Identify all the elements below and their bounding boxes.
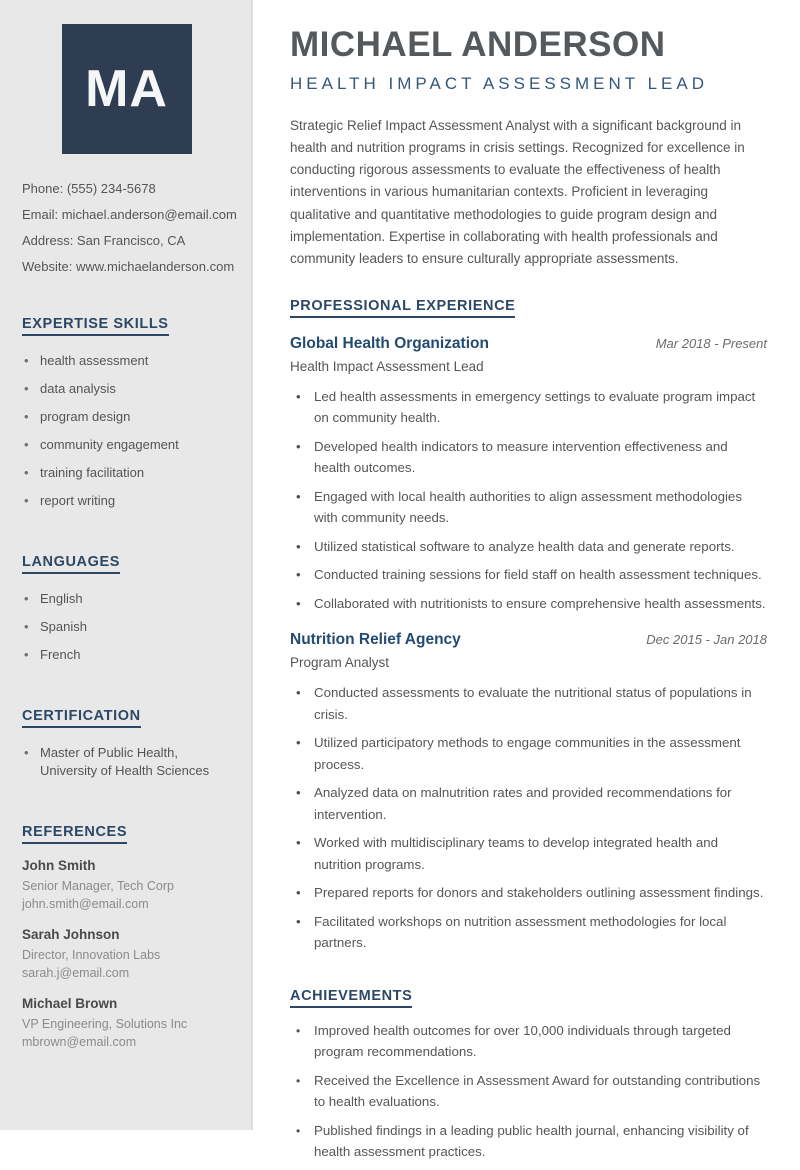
bullet-item: • Worked with multidisciplinary teams to develop integrated health and nutrition programs.	[290, 832, 767, 875]
bullet-item: • Conducted training sessions for field staff on health assessment techniques.	[290, 564, 767, 586]
headline-title: HEALTH IMPACT ASSESSMENT LEAD	[290, 73, 708, 93]
section-heading-languages: LANGUAGES	[22, 554, 120, 574]
reference-role: Senior Manager, Tech Corp	[22, 879, 174, 893]
contact-website: Website: www.michaelanderson.com	[22, 259, 235, 274]
job-company: Nutrition Relief Agency	[290, 631, 461, 649]
skill-item: • health assessment	[22, 350, 231, 372]
reference-email: john.smith@email.com	[22, 897, 149, 911]
bullet-item: • Developed health indicators to measure intervention effectiveness and health outcomes.	[290, 436, 767, 479]
reference-role: Director, Innovation Labs	[22, 948, 161, 962]
skill-item: • community engagement	[22, 434, 231, 456]
skill-item: • training facilitation	[22, 462, 231, 484]
skill-item: • program design	[22, 406, 231, 428]
contact-phone: Phone: (555) 234-5678	[22, 181, 156, 196]
job-entry	[290, 631, 767, 954]
job-bullet-list	[290, 386, 767, 615]
skill-item: • data analysis	[22, 378, 231, 400]
language-item: • English	[22, 588, 231, 610]
achievements-list	[290, 1020, 767, 1163]
language-item: • French	[22, 644, 231, 666]
section-heading-skills: EXPERTISE SKILLS	[22, 316, 169, 336]
languages-list	[22, 588, 231, 666]
reference-entry	[22, 996, 231, 1051]
bullet-item: • Prepared reports for donors and stakeholders outlining assessment findings.	[290, 882, 767, 904]
section-heading-certification: CERTIFICATION	[22, 708, 141, 728]
job-dates: Dec 2015 - Jan 2018	[646, 632, 767, 648]
summary-paragraph: Strategic Relief Impact Assessment Analyst with a significant background in health and nutrition programs in crisis settings. Recognized for excellence in conducting rigorous assessments to evaluate the effectiveness of health interventions in various humanitarian contexts. Proficient in leveraging qualitative and quantitative methodologies to guide program design and implementation. Expertise in collaborating with health professionals and community leaders to ensure culturally appropriate assessments.	[290, 117, 745, 267]
job-role: Program Analyst	[290, 655, 390, 671]
reference-entry	[22, 927, 231, 982]
avatar-initials: MA	[85, 60, 168, 118]
bullet-item: • Utilized participatory methods to engage communities in the assessment process.	[290, 732, 767, 775]
section-heading-references: REFERENCES	[22, 824, 127, 844]
job-company: Global Health Organization	[290, 334, 489, 352]
reference-name: John Smith	[22, 858, 96, 873]
reference-email: sarah.j@email.com	[22, 966, 130, 980]
bullet-item: • Led health assessments in emergency settings to evaluate program impact on community health.	[290, 386, 767, 429]
bullet-item: • Published findings in a leading public health journal, enhancing visibility of health assessment practices.	[290, 1120, 767, 1163]
reference-name: Michael Brown	[22, 996, 118, 1011]
contact-address: Address: San Francisco, CA	[22, 233, 186, 248]
bullet-item: • Engaged with local health authorities to align assessment methodologies with community needs.	[290, 486, 767, 529]
contact-email: Email: michael.anderson@email.com	[22, 207, 237, 222]
section-heading-achievements: ACHIEVEMENTS	[290, 988, 412, 1008]
contact-list	[22, 176, 237, 280]
bullet-item: • Improved health outcomes for over 10,000 individuals through targeted program recommendations.	[290, 1020, 767, 1063]
job-header	[290, 631, 767, 649]
bullet-item: • Facilitated workshops on nutrition assessment methodologies for local partners.	[290, 911, 767, 954]
avatar	[62, 24, 192, 154]
bullet-item: • Received the Excellence in Assessment Award for outstanding contributions to health evaluations.	[290, 1070, 767, 1113]
reference-name: Sarah Johnson	[22, 927, 120, 942]
job-role: Health Impact Assessment Lead	[290, 358, 484, 374]
job-dates: Mar 2018 - Present	[655, 335, 767, 351]
job-entry	[290, 335, 767, 615]
bullet-item: • Conducted assessments to evaluate the nutritional status of populations in crisis.	[290, 682, 767, 725]
sidebar	[0, 0, 253, 1130]
section-heading-experience: PROFESSIONAL EXPERIENCE	[290, 298, 515, 318]
reference-email: mbrown@email.com	[22, 1035, 137, 1049]
reference-role: VP Engineering, Solutions Inc	[22, 1017, 188, 1031]
skills-list	[22, 350, 231, 512]
reference-entry	[22, 858, 231, 913]
bullet-item: • Analyzed data on malnutrition rates and provided recommendations for intervention.	[290, 782, 767, 825]
bullet-item: • Collaborated with nutritionists to ensure comprehensive health assessments.	[290, 593, 767, 615]
language-item: • Spanish	[22, 616, 231, 638]
page-title-name: MICHAEL ANDERSON	[290, 25, 666, 64]
certification-item: • Master of Public Health, University of Health Sciences	[22, 742, 231, 782]
certification-list	[22, 742, 231, 782]
bullet-item: • Utilized statistical software to analyze health data and generate reports.	[290, 536, 767, 558]
job-bullet-list	[290, 682, 767, 954]
skill-item: • report writing	[22, 490, 231, 512]
main-content	[290, 0, 767, 1170]
job-header	[290, 335, 767, 353]
